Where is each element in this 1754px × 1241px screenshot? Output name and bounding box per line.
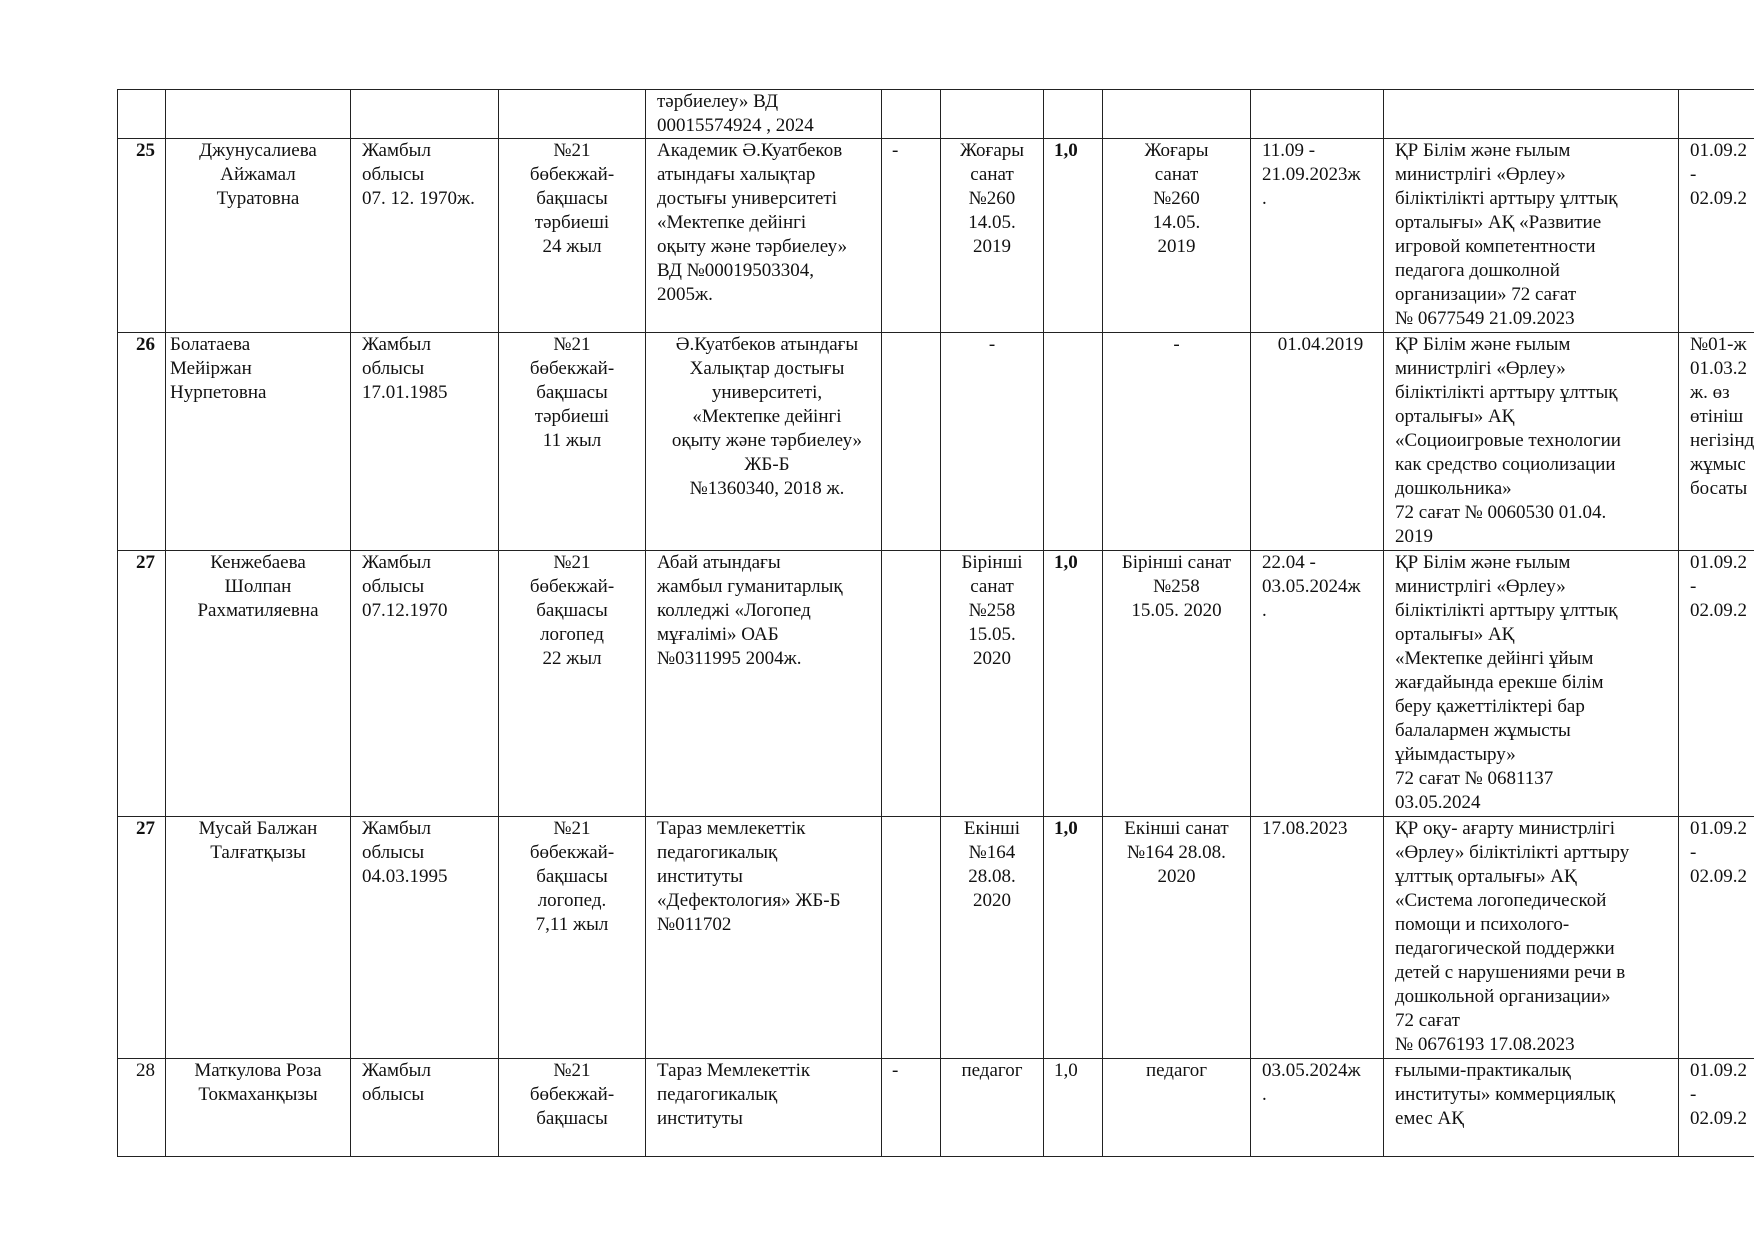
cell-line: «Мектепке дейінгі ұйым <box>1395 648 1594 669</box>
cell-full-name <box>166 817 351 1059</box>
cell-line: 01.09.2 <box>1690 552 1747 573</box>
cell-education <box>646 1059 882 1157</box>
cell-line: 02.09.2 <box>1690 188 1747 209</box>
cell-text: 1,0 <box>1054 818 1078 839</box>
cell-line: 2020 <box>973 648 1011 669</box>
cell-line: емес АҚ <box>1395 1108 1464 1129</box>
cell-order <box>1679 139 1754 333</box>
cell-line: педагога дошколной <box>1395 260 1560 281</box>
cell-category-attestation <box>1103 333 1251 551</box>
cell-category <box>941 139 1044 333</box>
cell-line: 14.05. <box>968 212 1016 233</box>
cell-line: 2020 <box>973 890 1011 911</box>
cell-line: 03.05.2024ж <box>1262 576 1361 597</box>
cell-line: бөбекжай- <box>529 842 615 863</box>
cell-line: Екінші санат <box>1124 818 1229 839</box>
cell-line: . <box>1262 600 1267 621</box>
table-row <box>118 1059 1754 1157</box>
cell-line: ҚР Білім және ғылым <box>1395 334 1571 355</box>
cell-line: бақшасы <box>536 600 608 621</box>
cell-line: 03.05.2024 <box>1395 792 1481 813</box>
cell-line: 2005ж. <box>657 284 713 305</box>
cell-line: 00015574924 , 2024 <box>657 115 814 136</box>
cell-text: 26 <box>136 334 155 355</box>
cell-line: как средство социолизации <box>1395 454 1616 475</box>
cell-full-name <box>166 139 351 333</box>
cell-region-birthdate <box>351 551 499 817</box>
cell-line: 2019 <box>1157 236 1196 257</box>
cell-line: министрлігі «Өрлеу» <box>1395 576 1566 597</box>
cell-line: «Мектепке дейінгі <box>657 212 807 233</box>
cell-rate <box>1044 333 1103 551</box>
cell-line: Жамбыл <box>362 140 431 161</box>
cell-line: 01.09.2 <box>1690 818 1747 839</box>
cell-line: орталығы» АҚ <box>1395 406 1515 427</box>
cell-category <box>941 333 1044 551</box>
cell-line: 14.05. <box>1152 212 1201 233</box>
cell-line: 17.01.1985 <box>362 382 448 403</box>
cell-line: босаты <box>1690 478 1748 499</box>
cell-number <box>118 90 166 139</box>
cell-order <box>1679 817 1754 1059</box>
cell-rate <box>1044 90 1103 139</box>
cell-line: 01.03.2 <box>1690 358 1747 379</box>
cell-line: Бірінші <box>961 552 1023 573</box>
cell-category-attestation <box>1103 1059 1251 1157</box>
cell-line: дошкольника» <box>1395 478 1512 499</box>
cell-full-name <box>166 333 351 551</box>
cell-text: 28 <box>136 1060 155 1081</box>
cell-line: атындағы халықтар <box>657 164 816 185</box>
cell-text: 1,0 <box>1054 1060 1078 1081</box>
cell-line: бақшасы <box>536 188 608 209</box>
cell-line: - <box>1173 334 1180 355</box>
cell-line: «Социоигровые технологии <box>1395 430 1621 451</box>
cell-line: университеті, <box>711 382 823 403</box>
cell-courses <box>1384 90 1679 139</box>
cell-line: институты» коммерциялық <box>1395 1084 1616 1105</box>
cell-line: 28.08. <box>968 866 1016 887</box>
cell-category <box>941 1059 1044 1157</box>
cell-category-attestation <box>1103 90 1251 139</box>
cell-courses <box>1384 551 1679 817</box>
cell-line: «Өрлеу» біліктілікті арттыру <box>1395 842 1630 863</box>
cell-rate <box>1044 1059 1103 1157</box>
cell-text: - <box>892 1060 899 1081</box>
cell-line: №258 <box>968 600 1016 621</box>
cell-line: тәрбиелеу» ВД <box>657 91 779 112</box>
cell-line: Жамбыл <box>362 1060 431 1081</box>
cell-line: тәрбиеші <box>534 406 610 427</box>
cell-line: 72 сағат <box>1395 1010 1460 1031</box>
cell-line: біліктілікті арттыру ұлттық <box>1395 188 1618 209</box>
cell-order <box>1679 1059 1754 1157</box>
cell-position <box>499 333 646 551</box>
cell-dash <box>882 139 941 333</box>
cell-line: Кенжебаева <box>210 552 306 573</box>
cell-region-birthdate <box>351 817 499 1059</box>
cell-order <box>1679 333 1754 551</box>
cell-line: ғылыми-практикалық <box>1395 1060 1571 1081</box>
cell-text: 1,0 <box>1054 552 1078 573</box>
cell-line: Нурпетовна <box>170 382 267 403</box>
cell-dash <box>882 333 941 551</box>
cell-line: 07.12.1970 <box>362 600 448 621</box>
cell-line: достығы университеті <box>657 188 837 209</box>
cell-line: №21 <box>553 334 591 355</box>
cell-line: Екінші <box>963 818 1021 839</box>
cell-dash <box>882 90 941 139</box>
cell-line: колледжі «Логопед <box>657 600 811 621</box>
cell-category <box>941 817 1044 1059</box>
cell-line: Тараз Мемлекеттік <box>657 1060 811 1081</box>
cell-line: 15.05. <box>968 624 1016 645</box>
cell-line: детей с нарушениями речи в <box>1395 962 1626 983</box>
cell-line: 11 жыл <box>542 430 602 451</box>
cell-line: бөбекжай- <box>529 1084 615 1105</box>
cell-category <box>941 551 1044 817</box>
cell-line: Бірінші санат <box>1121 552 1232 573</box>
table-body <box>118 90 1754 1157</box>
cell-position <box>499 817 646 1059</box>
cell-line: Жамбыл <box>362 552 431 573</box>
cell-dash <box>882 1059 941 1157</box>
cell-line: педагогикалық <box>657 842 778 863</box>
cell-line: №260 <box>968 188 1016 209</box>
cell-line: санат <box>1154 164 1199 185</box>
cell-courses <box>1384 817 1679 1059</box>
cell-position <box>499 90 646 139</box>
cell-full-name <box>166 1059 351 1157</box>
cell-line: - <box>1690 576 1697 597</box>
cell-line: - <box>1690 1084 1697 1105</box>
cell-full-name <box>166 90 351 139</box>
cell-line: ұлттық орталығы» АҚ <box>1395 866 1577 887</box>
cell-line: ж. өз <box>1690 382 1730 403</box>
cell-line: оқыту және тәрбиелеу» <box>657 236 848 257</box>
cell-line: ҚР оқу- ағарту министрлігі <box>1395 818 1616 839</box>
cell-line: 72 сағат № 0060530 01.04. <box>1395 502 1607 523</box>
cell-line: педагог <box>1145 1060 1208 1081</box>
cell-line: 24 жыл <box>542 236 602 257</box>
cell-line: №258 <box>1153 576 1200 597</box>
cell-line: облысы <box>362 842 425 863</box>
cell-line: Болатаева <box>170 334 251 355</box>
cell-line: 01.09.2 <box>1690 140 1747 161</box>
cell-line: жұмыс <box>1690 454 1746 475</box>
cell-rate <box>1044 817 1103 1059</box>
cell-position <box>499 139 646 333</box>
cell-line: Мусай Балжан <box>198 818 318 839</box>
cell-line: №0311995 2004ж. <box>657 648 802 669</box>
cell-line: Айжамал <box>220 164 296 185</box>
cell-line: Жоғары <box>959 140 1025 161</box>
cell-text: 1,0 <box>1054 140 1078 161</box>
cell-line: орталығы» АҚ <box>1395 624 1515 645</box>
cell-number <box>118 139 166 333</box>
cell-line: №21 <box>553 1060 591 1081</box>
cell-course-dates <box>1251 551 1384 817</box>
cell-line: мұғалімі» ОАБ <box>657 624 779 645</box>
cell-line: 02.09.2 <box>1690 866 1747 887</box>
cell-line: №21 <box>553 818 591 839</box>
cell-region-birthdate <box>351 90 499 139</box>
cell-line: ВД №00019503304, <box>657 260 815 281</box>
cell-line: № 0677549 21.09.2023 <box>1395 308 1575 329</box>
cell-region-birthdate <box>351 333 499 551</box>
cell-education <box>646 139 882 333</box>
cell-line: 17.08.2023 <box>1262 818 1348 839</box>
cell-course-dates <box>1251 90 1384 139</box>
cell-region-birthdate <box>351 1059 499 1157</box>
cell-line: оқыту және тәрбиелеу» <box>671 430 863 451</box>
cell-line: №164 <box>968 842 1016 863</box>
cell-line: 11.09 - <box>1262 140 1316 161</box>
cell-line: 2020 <box>1157 866 1196 887</box>
cell-line: логопед. <box>537 890 607 911</box>
cell-line: 02.09.2 <box>1690 1108 1747 1129</box>
cell-line: 2019 <box>1395 526 1433 547</box>
cell-line: өтініш <box>1690 406 1744 427</box>
cell-line: 01.04.2019 <box>1277 334 1364 355</box>
cell-line: беру қажеттіліктері бар <box>1395 696 1585 717</box>
cell-line: «Система логопедической <box>1395 890 1607 911</box>
cell-line: Абай атындағы <box>657 552 781 573</box>
cell-course-dates <box>1251 817 1384 1059</box>
cell-line: педагогической поддержки <box>1395 938 1615 959</box>
cell-line: Жамбыл <box>362 818 431 839</box>
cell-line: Академик Ә.Куатбеков <box>657 140 843 161</box>
cell-text: - <box>892 140 899 161</box>
cell-line: бақшасы <box>536 1108 608 1129</box>
cell-line: жағдайында ерекше білім <box>1395 672 1604 693</box>
cell-line: . <box>1262 1084 1267 1105</box>
cell-line: 22 жыл <box>542 648 602 669</box>
cell-line: облысы <box>362 576 425 597</box>
table-row <box>118 333 1754 551</box>
cell-category-attestation <box>1103 139 1251 333</box>
cell-line: министрлігі «Өрлеу» <box>1395 164 1566 185</box>
cell-dash <box>882 817 941 1059</box>
cell-full-name <box>166 551 351 817</box>
cell-line: №260 <box>1153 188 1200 209</box>
cell-line: облысы <box>362 358 425 379</box>
cell-category-attestation <box>1103 817 1251 1059</box>
table-row <box>118 139 1754 333</box>
cell-course-dates <box>1251 139 1384 333</box>
cell-line: Жамбыл <box>362 334 431 355</box>
cell-line: облысы <box>362 164 425 185</box>
cell-line: 2019 <box>973 236 1011 257</box>
cell-line: орталығы» АҚ «Развитие <box>1395 212 1602 233</box>
cell-line: жамбыл гуманитарлық <box>657 576 843 597</box>
cell-line: Токмаханқызы <box>198 1084 318 1105</box>
cell-line: 7,11 жыл <box>535 914 609 935</box>
cell-course-dates <box>1251 333 1384 551</box>
cell-line: Мейіржан <box>170 358 252 379</box>
cell-text: 27 <box>136 552 155 573</box>
cell-rate <box>1044 139 1103 333</box>
cell-line: 72 сағат № 0681137 <box>1395 768 1554 789</box>
cell-line: тәрбиеші <box>534 212 610 233</box>
table-row <box>118 551 1754 817</box>
cell-line: біліктілікті арттыру ұлттық <box>1395 600 1618 621</box>
cell-line: ұйымдастыру» <box>1395 744 1516 765</box>
cell-line: педагогикалық <box>657 1084 778 1105</box>
cell-position <box>499 551 646 817</box>
cell-order <box>1679 551 1754 817</box>
cell-education <box>646 551 882 817</box>
cell-category-attestation <box>1103 551 1251 817</box>
cell-line: Рахматиляевна <box>197 600 319 621</box>
cell-line: №011702 <box>657 914 732 935</box>
cell-line: 03.05.2024ж <box>1262 1060 1361 1081</box>
cell-line: «Дефектология» ЖБ-Б <box>657 890 841 911</box>
cell-education <box>646 817 882 1059</box>
cell-line: - <box>988 334 996 355</box>
cell-line: Жоғары <box>1144 140 1209 161</box>
cell-courses <box>1384 1059 1679 1157</box>
cell-dash <box>882 551 941 817</box>
cell-line: «Мектепке дейінгі <box>692 406 842 427</box>
cell-line: организации» 72 сағат <box>1395 284 1577 305</box>
staff-table <box>117 89 1754 1157</box>
table-row <box>118 90 1754 139</box>
cell-line: Ә.Куатбеков атындағы <box>675 334 859 355</box>
cell-line: Тараз мемлекеттік <box>657 818 806 839</box>
cell-line: 04.03.1995 <box>362 866 448 887</box>
cell-course-dates <box>1251 1059 1384 1157</box>
cell-line: институты <box>657 866 743 887</box>
cell-line: логопед <box>540 624 604 645</box>
cell-line: 22.04 - <box>1262 552 1316 573</box>
cell-rate <box>1044 551 1103 817</box>
cell-position <box>499 1059 646 1157</box>
cell-line: бақшасы <box>536 866 608 887</box>
cell-order <box>1679 90 1754 139</box>
cell-line: балалармен жұмысты <box>1395 720 1571 741</box>
cell-line: Джунусалиева <box>199 140 317 161</box>
cell-number <box>118 1059 166 1157</box>
cell-line: Шолпан <box>224 576 292 597</box>
cell-courses <box>1384 139 1679 333</box>
cell-line: № 0676193 17.08.2023 <box>1395 1034 1575 1055</box>
cell-text: 25 <box>136 140 155 161</box>
cell-number <box>118 333 166 551</box>
cell-line: Халықтар достығы <box>689 358 845 379</box>
cell-line: бөбекжай- <box>529 358 615 379</box>
cell-line: облысы <box>362 1084 425 1105</box>
cell-line: негізінд <box>1690 430 1754 451</box>
cell-line: министрлігі «Өрлеу» <box>1395 358 1566 379</box>
cell-line: педагог <box>961 1060 1023 1081</box>
cell-line: Туратовна <box>216 188 300 209</box>
cell-line: игровой компетентности <box>1395 236 1596 257</box>
cell-line: Маткулова Роза <box>194 1060 322 1081</box>
cell-line: санат <box>970 576 1014 597</box>
cell-text: 27 <box>136 818 155 839</box>
cell-line: помощи и психолого- <box>1395 914 1570 935</box>
cell-line: бақшасы <box>536 382 608 403</box>
cell-line: ҚР Білім және ғылым <box>1395 552 1571 573</box>
cell-line: институты <box>657 1108 743 1129</box>
cell-line: Талғатқызы <box>210 842 306 863</box>
cell-line: 07. 12. 1970ж. <box>362 188 475 209</box>
cell-line: №1360340, 2018 ж. <box>689 478 845 499</box>
cell-line: . <box>1262 188 1267 209</box>
cell-line: ҚР Білім және ғылым <box>1395 140 1571 161</box>
cell-line: ЖБ-Б <box>744 454 790 475</box>
cell-line: - <box>1690 164 1697 185</box>
cell-category <box>941 90 1044 139</box>
cell-number <box>118 817 166 1059</box>
cell-region-birthdate <box>351 139 499 333</box>
cell-line: №21 <box>553 140 591 161</box>
cell-number <box>118 551 166 817</box>
cell-education <box>646 333 882 551</box>
table-row <box>118 817 1754 1059</box>
cell-line: 02.09.2 <box>1690 600 1747 621</box>
cell-line: бөбекжай- <box>529 164 615 185</box>
cell-line: санат <box>970 164 1014 185</box>
cell-line: 01.09.2 <box>1690 1060 1747 1081</box>
cell-line: №21 <box>553 552 591 573</box>
cell-line: біліктілікті арттыру ұлттық <box>1395 382 1618 403</box>
cell-line: 21.09.2023ж <box>1262 164 1361 185</box>
cell-line: дошкольной организации» <box>1395 986 1611 1007</box>
cell-line: №164 28.08. <box>1127 842 1226 863</box>
cell-line: - <box>1690 842 1697 863</box>
cell-courses <box>1384 333 1679 551</box>
cell-line: 15.05. 2020 <box>1131 600 1222 621</box>
cell-line: бөбекжай- <box>529 576 615 597</box>
cell-line: №01-ж <box>1690 334 1747 355</box>
cell-education <box>646 90 882 139</box>
